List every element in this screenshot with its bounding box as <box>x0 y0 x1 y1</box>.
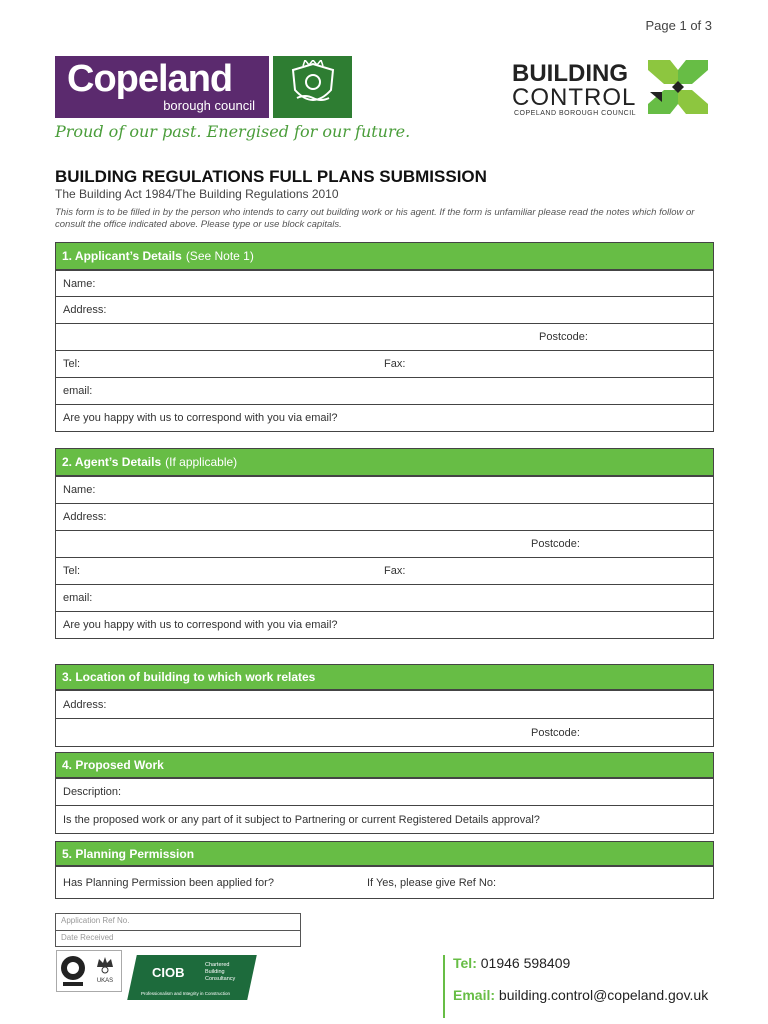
field-label: Address: <box>63 698 107 711</box>
field-label: email: <box>63 592 93 604</box>
field-label: Description: <box>63 786 122 798</box>
ciob-sub: Chartered Building Consultancy <box>205 962 236 982</box>
ukas-label: UKAS <box>96 978 114 984</box>
field-label: Postcode: <box>531 726 580 739</box>
tagline: Proud of our past. Energised for our future. <box>55 122 411 141</box>
ciob-foot: Professionalism and Integrity in Construction <box>141 991 231 996</box>
office-use-box <box>55 913 301 947</box>
field-label: Has Planning Permission been applied for? <box>63 876 274 889</box>
partnering-field[interactable] <box>56 805 713 833</box>
section-location <box>55 664 714 747</box>
section-header <box>56 449 713 476</box>
section-header <box>56 842 713 866</box>
contact-tel <box>453 955 570 971</box>
bc-line3: COPELAND BOROUGH COUNCIL <box>514 110 637 117</box>
contact-email <box>453 987 708 1003</box>
section-title: 1. Applicant’s Details <box>62 249 182 263</box>
field-label: Are you happy with us to correspond with you via email? <box>63 412 338 424</box>
section-header <box>56 665 713 690</box>
ukas-crown-icon <box>91 953 119 989</box>
applicant-email-field[interactable] <box>56 377 713 404</box>
field-label: Address: <box>63 304 107 316</box>
work-description-field[interactable] <box>56 778 713 805</box>
section-agent <box>55 448 714 639</box>
form-subtitle: The Building Act 1984/The Building Regulations 2010 <box>55 187 339 201</box>
applicant-email-consent-field[interactable] <box>56 404 713 431</box>
field-label: Postcode: <box>531 538 580 550</box>
tel-label: Tel: <box>453 955 477 971</box>
agent-address-field[interactable] <box>56 503 713 530</box>
bc-line1: BUILDING <box>512 60 628 87</box>
copeland-logo <box>55 56 352 118</box>
section-header <box>56 243 713 270</box>
field-label: Tel: <box>63 565 81 577</box>
crest-icon <box>273 56 352 118</box>
section-note: (If applicable) <box>165 455 238 469</box>
ciob-label: CIOB <box>152 965 185 980</box>
tel-number: 01946 598409 <box>480 955 571 971</box>
section-proposed-work <box>55 752 714 834</box>
field-label: Is the proposed work or any part of it subject to Partnering or current Registered Details approval? <box>63 813 540 826</box>
form-note: This form is to be filled in by the person who intends to carry out building work or his agent. If the form is unfamiliar please read the notes which follow or consult the office indicated above. Please type or use block capitals. <box>55 207 695 230</box>
field-label: Are you happy with us to correspond with you via email? <box>63 619 338 631</box>
planning-ref-label: If Yes, please give Ref No: <box>367 876 497 889</box>
applicant-name-field[interactable] <box>56 270 713 296</box>
section-planning <box>55 841 714 899</box>
section-title: 5. Planning Permission <box>62 846 195 861</box>
form-title: BUILDING REGULATIONS FULL PLANS SUBMISSION <box>55 167 487 186</box>
agent-tel-field[interactable] <box>56 557 713 584</box>
location-postcode-field[interactable] <box>56 718 713 746</box>
field-label: Name: <box>63 484 96 496</box>
bsi-mark-icon <box>59 954 87 988</box>
section-applicant <box>55 242 714 432</box>
contact-divider <box>443 955 445 1018</box>
section-title: 2. Agent’s Details <box>62 455 162 469</box>
planning-applied-field[interactable] <box>56 866 713 898</box>
building-control-mark-icon <box>644 56 712 118</box>
copeland-name: Copeland <box>67 58 233 100</box>
office-ref-field: Application Ref No. <box>61 916 130 925</box>
section-title: 3. Location of building to which work relates <box>62 670 316 684</box>
agent-email-field[interactable] <box>56 584 713 611</box>
field-label: Postcode: <box>539 331 588 343</box>
email-address[interactable]: building.control@copeland.gov.uk <box>498 987 709 1003</box>
office-date-field: Date Received <box>56 930 300 946</box>
building-control-logo <box>512 56 717 120</box>
agent-postcode-field[interactable] <box>56 530 713 557</box>
field-label: Name: <box>63 277 96 290</box>
agent-name-field[interactable] <box>56 476 713 503</box>
applicant-fax-label: Fax: <box>384 358 406 370</box>
agent-fax-label: Fax: <box>384 565 406 577</box>
email-label: Email: <box>453 987 496 1003</box>
bc-line2: CONTROL <box>512 84 637 111</box>
section-note: (See Note 1) <box>185 249 254 263</box>
copeland-logo-panel <box>55 56 269 118</box>
certification-badges <box>56 950 122 992</box>
agent-email-consent-field[interactable] <box>56 611 713 638</box>
applicant-postcode-field[interactable] <box>56 323 713 350</box>
field-label: email: <box>63 385 93 397</box>
section-title: 4. Proposed Work <box>62 758 164 772</box>
field-label: Tel: <box>63 358 81 370</box>
applicant-tel-field[interactable] <box>56 350 713 377</box>
section-header <box>56 753 713 778</box>
location-address-field[interactable] <box>56 690 713 718</box>
applicant-address-field[interactable] <box>56 296 713 323</box>
field-label: Address: <box>63 511 107 523</box>
copeland-sub: borough council <box>163 98 255 113</box>
page-number: Page 1 of 3 <box>645 18 712 33</box>
